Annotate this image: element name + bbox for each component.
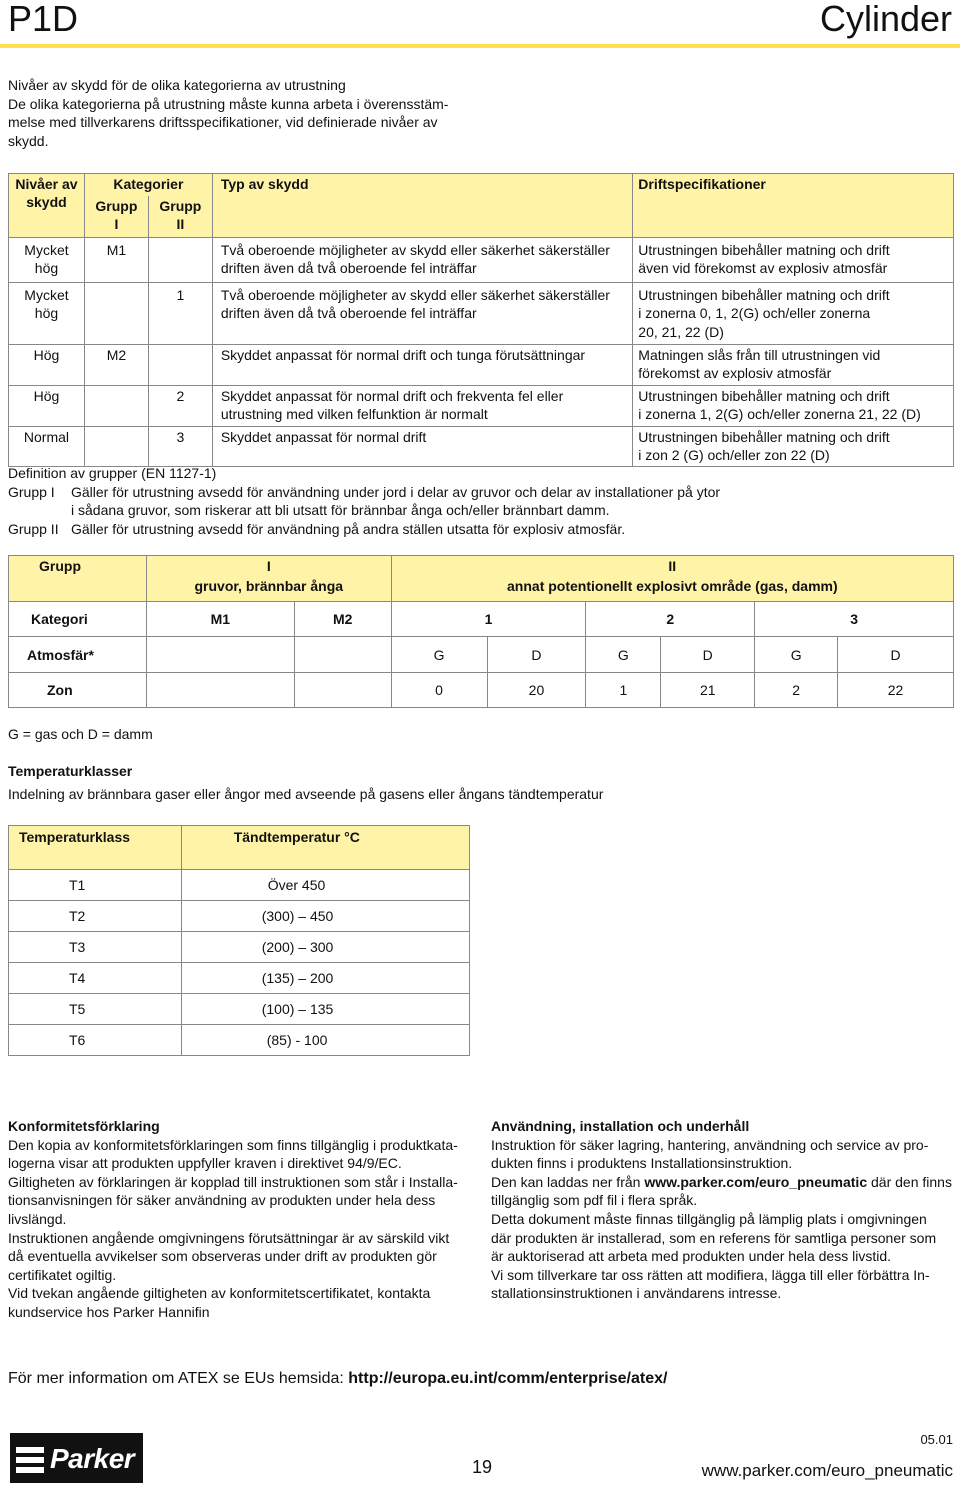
intro-line: Nivåer av skydd för de olika kategorierna av utrustning xyxy=(8,77,346,93)
header-operating-spec: Driftspecifikationer xyxy=(633,174,954,238)
group-1-text: Gäller för utrustning avsedd för användning under jord i delar av gruvor och delar av installationer på ytor xyxy=(71,483,721,500)
conformity-section: Konformitetsförklaring Den kopia av konformitetsförklaringen som finns tillgänglig i produktkata- logerna visar att produkten uppfyller kraven i direktivet 94/9/EC. Giltigheten av förklaringen är kopplad till instruktionen som står i Installa- tionsanvisningen för säker användning av produkten under hela dess livslängd. Instruktionen angående omgivningens förutsättningar är av särskild vikt då eventuella avvikelser som observeras under drift av produkten gör certifikatet ogiltig. Vid tvekan angående giltigheten av konformitetscertifikatet, kontakta kundservice hos Parker Hannifin xyxy=(8,1117,478,1322)
temp-desc: Indelning av brännbara gaser eller ångor med avseende på gasens eller ångans tändtemperatur xyxy=(8,786,604,802)
table-row: T6 (85) - 100 xyxy=(9,1025,470,1056)
group-2-text: Gäller för utrustning avsedd för användning på andra ställen utsatta för explosiv atmosfär. xyxy=(71,520,626,537)
temperature-table xyxy=(8,825,470,1056)
atex-link[interactable]: http://europa.eu.int/comm/enterprise/atex/ xyxy=(348,1370,668,1387)
groups-title: Definition av grupper xyxy=(8,465,138,481)
header-group-1: Grupp I xyxy=(84,196,148,237)
header-rule xyxy=(0,44,960,48)
table-row: Normal 3 Skyddet anpassat för normal drift Utrustningen bibehåller matning och drift i zon 2 (G) och/eller zon 22 (D) xyxy=(9,426,954,467)
group-2-header: II annat potentionellt explosivt område (gas, damm) xyxy=(391,556,953,602)
group-header-row xyxy=(9,556,954,602)
revision-date: 05.01 xyxy=(920,1432,953,1447)
intro-line: skydd. xyxy=(8,132,49,149)
group-category-table xyxy=(8,555,954,708)
table-row: Hög 2 Skyddet anpassat för normal drift och frekventa fel eller utrustning med vilken felfunktion är normalt Utrustningen bibehåller matning och drift i zonerna 1, 2(G) och/eller zonerna 21, 22 (D) xyxy=(9,385,954,426)
page-title-left: P1D xyxy=(8,0,79,39)
group-1-header: I gruvor, brännbar ånga xyxy=(146,556,391,602)
more-info: För mer information om ATEX se EUs hemsida: http://europa.eu.int/comm/enterprise/atex/ xyxy=(8,1370,668,1387)
group-1-label: Grupp I xyxy=(8,483,55,500)
page-number: 19 xyxy=(472,1457,493,1477)
temp-title: Temperaturklasser xyxy=(8,763,133,779)
usage-title: Användning, installation och underhåll xyxy=(491,1118,750,1134)
parker-download-link[interactable]: www.parker.com/euro_pneumatic xyxy=(644,1173,868,1190)
footer-url[interactable]: www.parker.com/euro_pneumatic xyxy=(701,1461,953,1480)
group-2-label: Grupp II xyxy=(8,520,59,537)
parker-logo: Parker xyxy=(10,1433,143,1483)
zone-row: Zon 0 20 1 21 2 22 xyxy=(9,673,954,708)
group-1-text-cont: i sådana gruvor, som riskerar att bli utsatt för brännbar ånga och/eller brännbart damm. xyxy=(71,502,610,519)
temp-col-ignition: Tändtemperatur °C xyxy=(181,826,469,870)
table-row: Mycket hög M1 Två oberoende möjligheter av skydd eller säkerhet säkerställer driften även då två oberoende fel inträffar Utrustningen bibehåller matning och drift även vid förekomst av explosiv atmosfär xyxy=(9,238,954,283)
intro-line: De olika kategorierna på utrustning måste kunna arbeta i överensstäm- xyxy=(8,95,449,112)
header-categories: Kategorier xyxy=(84,174,212,197)
page-title-right: Cylinder xyxy=(819,0,952,39)
table-row: Hög M2 Skyddet anpassat för normal drift och tunga förutsättningar Matningen slås från till utrustningen vid förekomst av explosiv atmosfär xyxy=(9,345,954,386)
temp-col-class: Temperaturklass xyxy=(9,826,182,870)
groups-title-suffix: (EN 1127-1) xyxy=(141,465,217,481)
protection-table xyxy=(8,173,954,467)
table-row: T4 (135) – 200 xyxy=(9,963,470,994)
protection-header-row xyxy=(9,174,954,197)
table-row: T2 (300) – 450 xyxy=(9,901,470,932)
header-levels: Nivåer av skydd xyxy=(9,174,85,238)
table-row: T5 (100) – 135 xyxy=(9,994,470,1025)
header-group-2: Grupp II xyxy=(148,196,212,237)
table-row: Mycket hög 1 Två oberoende möjligheter av skydd eller säkerhet säkerställer driften även då två oberoende fel inträffar Utrustningen bibehåller matning och drift i zonerna 0, 1, 2(G) och/eller zonerna 20, 21, 22 (D) xyxy=(9,283,954,345)
group-label: Grupp xyxy=(9,556,147,602)
table-row: T1 Över 450 xyxy=(9,870,470,901)
temp-header-row xyxy=(9,826,470,870)
usage-section: Användning, installation och underhåll Instruktion för säker lagring, hantering, användning och service av pro- dukten finns i produktens Installationsinstruktion. Den kan laddas ner från www.parker.com/euro_pneumatic där den finns tillgänglig som pdf fil i flera språk. Detta dokument måste finnas tillgänglig på lämplig plats i omgivningen där produkten är installerad, som en referens för samtliga personer som är auktoriserad att arbeta med produkten under hela dess livstid. Vi som tillverkare tar oss rätten att modifiera, lägga till eller förbättra In- stallationsinstruktionen i användarens intresse. xyxy=(491,1117,956,1303)
intro-line: melse med tillverkarens driftsspecifikationer, vid definierade nivåer av xyxy=(8,114,438,131)
table-row: T3 (200) – 300 xyxy=(9,932,470,963)
gas-dust-note: G = gas och D = damm xyxy=(8,726,153,742)
intro-text xyxy=(8,76,448,150)
conformity-title: Konformitetsförklaring xyxy=(8,1118,160,1134)
atmosphere-row: Atmosfär* G D G D G D xyxy=(9,637,954,673)
header-protection-type: Typ av skydd xyxy=(212,174,632,238)
group-definitions xyxy=(8,464,953,538)
category-row: Kategori M1 M2 1 2 3 xyxy=(9,602,954,637)
